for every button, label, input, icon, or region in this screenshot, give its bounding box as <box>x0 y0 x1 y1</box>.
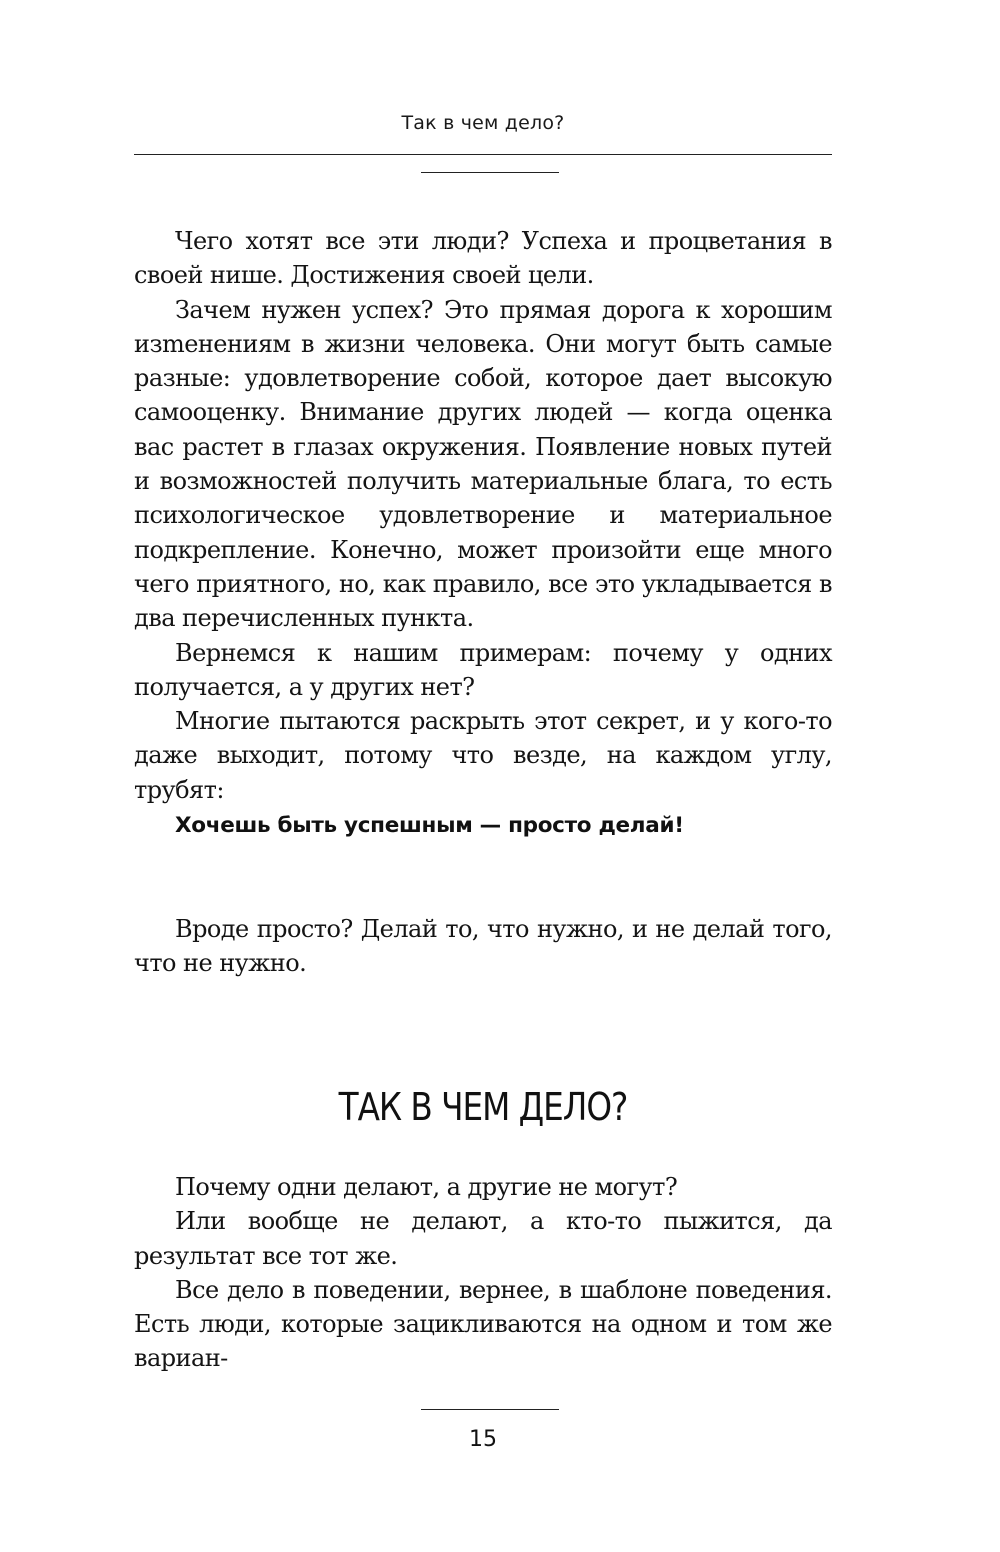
text-block-intro <box>134 224 832 807</box>
paragraph: Многие пытаются раскрыть этот секрет, и у кого-то даже выходит, потому что везде, на каждом углу, трубят: <box>134 707 832 804</box>
paragraph: Или вообще не делают, а кто-то пыжится, да результат все тот же. <box>134 1207 832 1270</box>
text-block-section <box>134 1170 832 1376</box>
paragraph: Все дело в поведении, вернее, в шаблоне поведения. Есть люди, которые зацикливаются на одном и том же вариан- <box>134 1275 832 1373</box>
paragraph: Почему одни делают, а другие не могут? <box>175 1173 678 1201</box>
paragraph: Зачем нужен успех? Это прямая дорога к хорошим изmенениям в жизни человека. Они могут быть самые разные: удовлетворение собой, которое дает высокую самооценку. Внимание других людей — когда оценка вас растет в глазах окружения. Появление новых путей и возможностей получить материальные блага, то есть психологическое удовлетворение и материальное подкрепление. Конечно, может произойти еще много чего приятного, но, как правило, все это укладывается в два перечисленных пункта. <box>134 295 832 633</box>
paragraph: Вроде просто? Делай то, что нужно, и не делай того, что не нужно. <box>134 915 832 978</box>
header-rule <box>134 154 832 155</box>
emphasis-line: Хочешь быть успешным — просто делай! <box>175 813 684 838</box>
page-number: 15 <box>469 1427 497 1452</box>
paragraph: Вернемся к нашим примерам: почему у одних получается, а у других нет? <box>134 638 832 701</box>
paragraph: Чего хотят все эти люди? Успеха и процветания в своей нише. Достижения своей цели. <box>134 227 832 290</box>
section-title: ТАК В ЧЕМ ДЕЛО? <box>338 1085 628 1129</box>
footer-short-rule <box>421 1409 559 1410</box>
text-block-middle <box>134 912 832 981</box>
running-head: Так в чем дело? <box>401 112 565 134</box>
header-short-rule <box>421 172 559 173</box>
